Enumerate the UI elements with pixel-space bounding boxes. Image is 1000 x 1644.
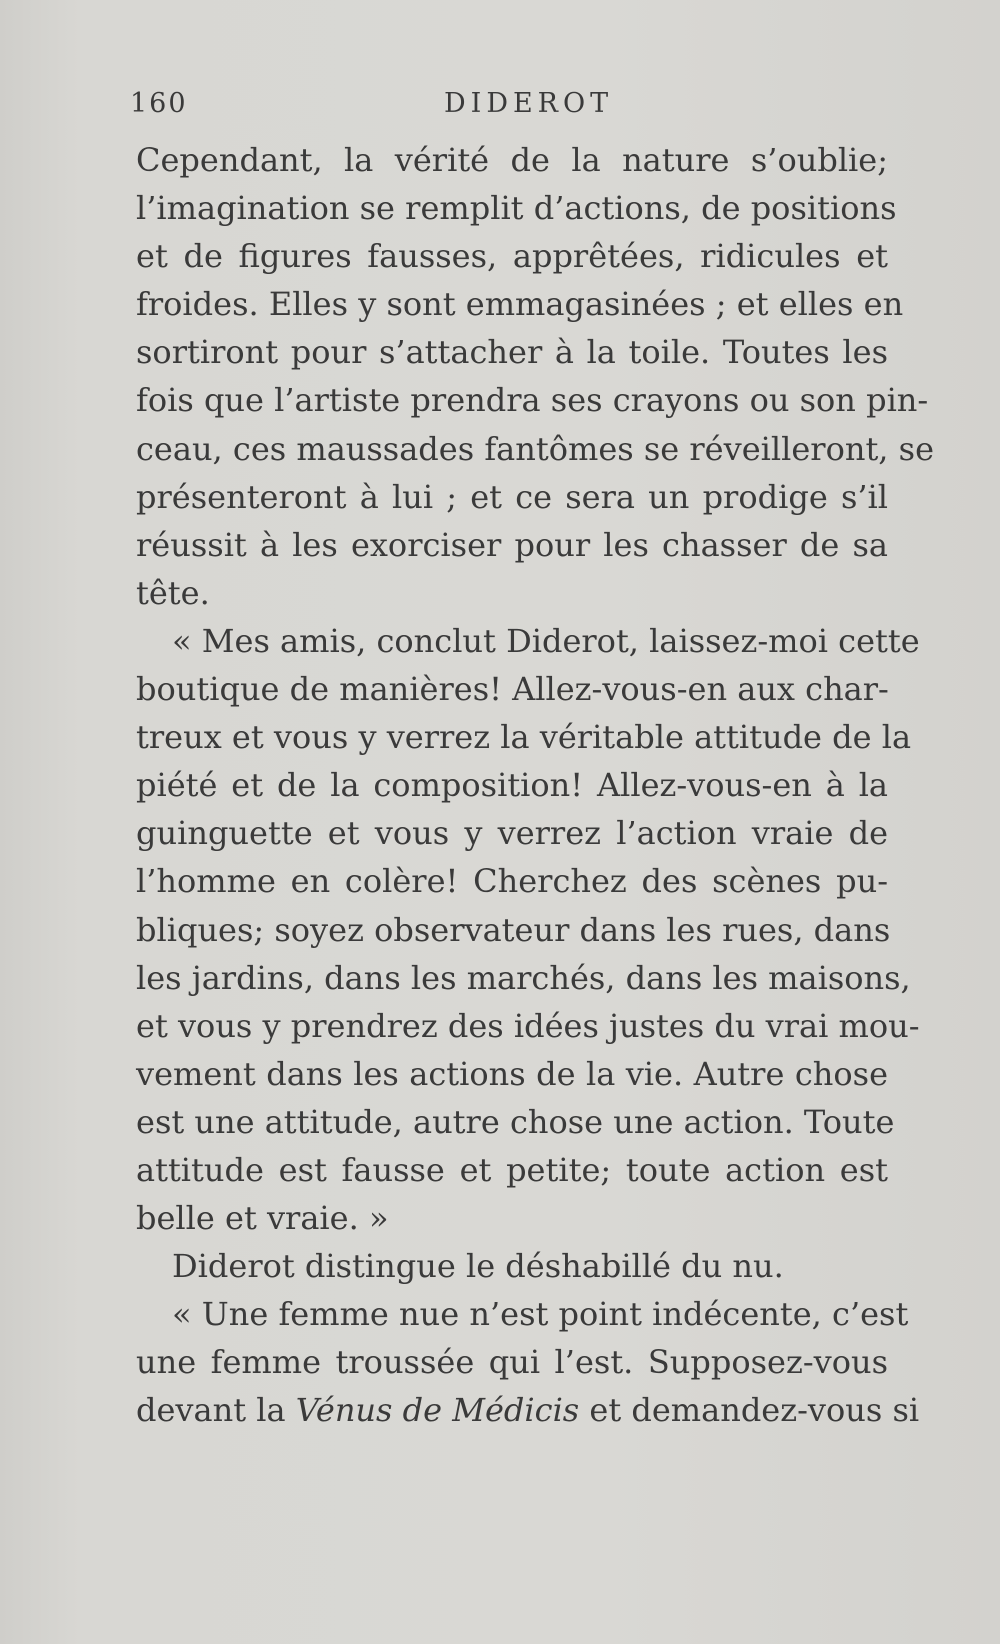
text-line: une femme troussée qui l’est. Supposez-vous [136, 1343, 888, 1382]
text-line: piété et de la composition! Allez-vous-en à la [136, 766, 888, 805]
text-line: attitude est fausse et petite; toute action est [136, 1150, 888, 1189]
text-line: guinguette et vous y verrez l’action vraie de [136, 814, 888, 853]
text-line: vement dans les actions de la vie. Autre chose [136, 1054, 888, 1093]
text-line: présenteront à lui ; et ce sera un prodige s’il [136, 477, 888, 516]
text-line-final [136, 1386, 920, 1434]
text-line: Cependant, la vérité de la nature s’oublie; [136, 141, 888, 179]
text-line: l’homme en colère! Cherchez des scènes pu- [136, 862, 888, 901]
text-line: sortiront pour s’attacher à la toile. Toutes les [136, 333, 888, 372]
page-number: 160 [130, 88, 188, 119]
text-line: « Une femme nue n’est point indécente, c’est [172, 1295, 909, 1334]
text-line: Diderot distingue le déshabillé du nu. [172, 1247, 784, 1286]
text-line: bliques; soyez observateur dans les rues, dans [136, 910, 891, 949]
text-line: boutique de manières! Allez-vous-en aux char- [136, 670, 889, 709]
text-line: et de figures fausses, apprêtées, ridicules et [136, 237, 888, 276]
text-line: l’imagination se remplit d’actions, de positions [136, 189, 897, 228]
text-line: fois que l’artiste prendra ses crayons ou son pin- [136, 381, 929, 420]
text-line: tête. [136, 573, 210, 612]
artwork-title: Vénus de Médicis [295, 1391, 580, 1430]
text-line: « Mes amis, conclut Diderot, laissez-moi cette [172, 621, 920, 660]
text-span: devant la [136, 1391, 296, 1430]
text-line: réussit à les exorciser pour les chasser de sa [136, 525, 888, 564]
page-header [122, 88, 890, 132]
text-line: ceau, ces maussades fantômes se réveilleront, se [136, 429, 934, 468]
text-line: belle et vraie. » [136, 1199, 389, 1238]
text-line: et vous y prendrez des idées justes du vrai mou- [136, 1006, 920, 1045]
text-line: est une attitude, autre chose une action. Toute [136, 1102, 895, 1141]
text-span: et demandez-vous si [579, 1391, 920, 1430]
running-head: DIDEROT [444, 88, 614, 119]
text-line: les jardins, dans les marchés, dans les maisons, [136, 958, 911, 997]
body-text [136, 136, 934, 1435]
text-line: treux et vous y verrez la véritable attitude de la [136, 718, 912, 757]
text-line: froides. Elles y sont emmagasinées ; et elles en [136, 285, 904, 324]
